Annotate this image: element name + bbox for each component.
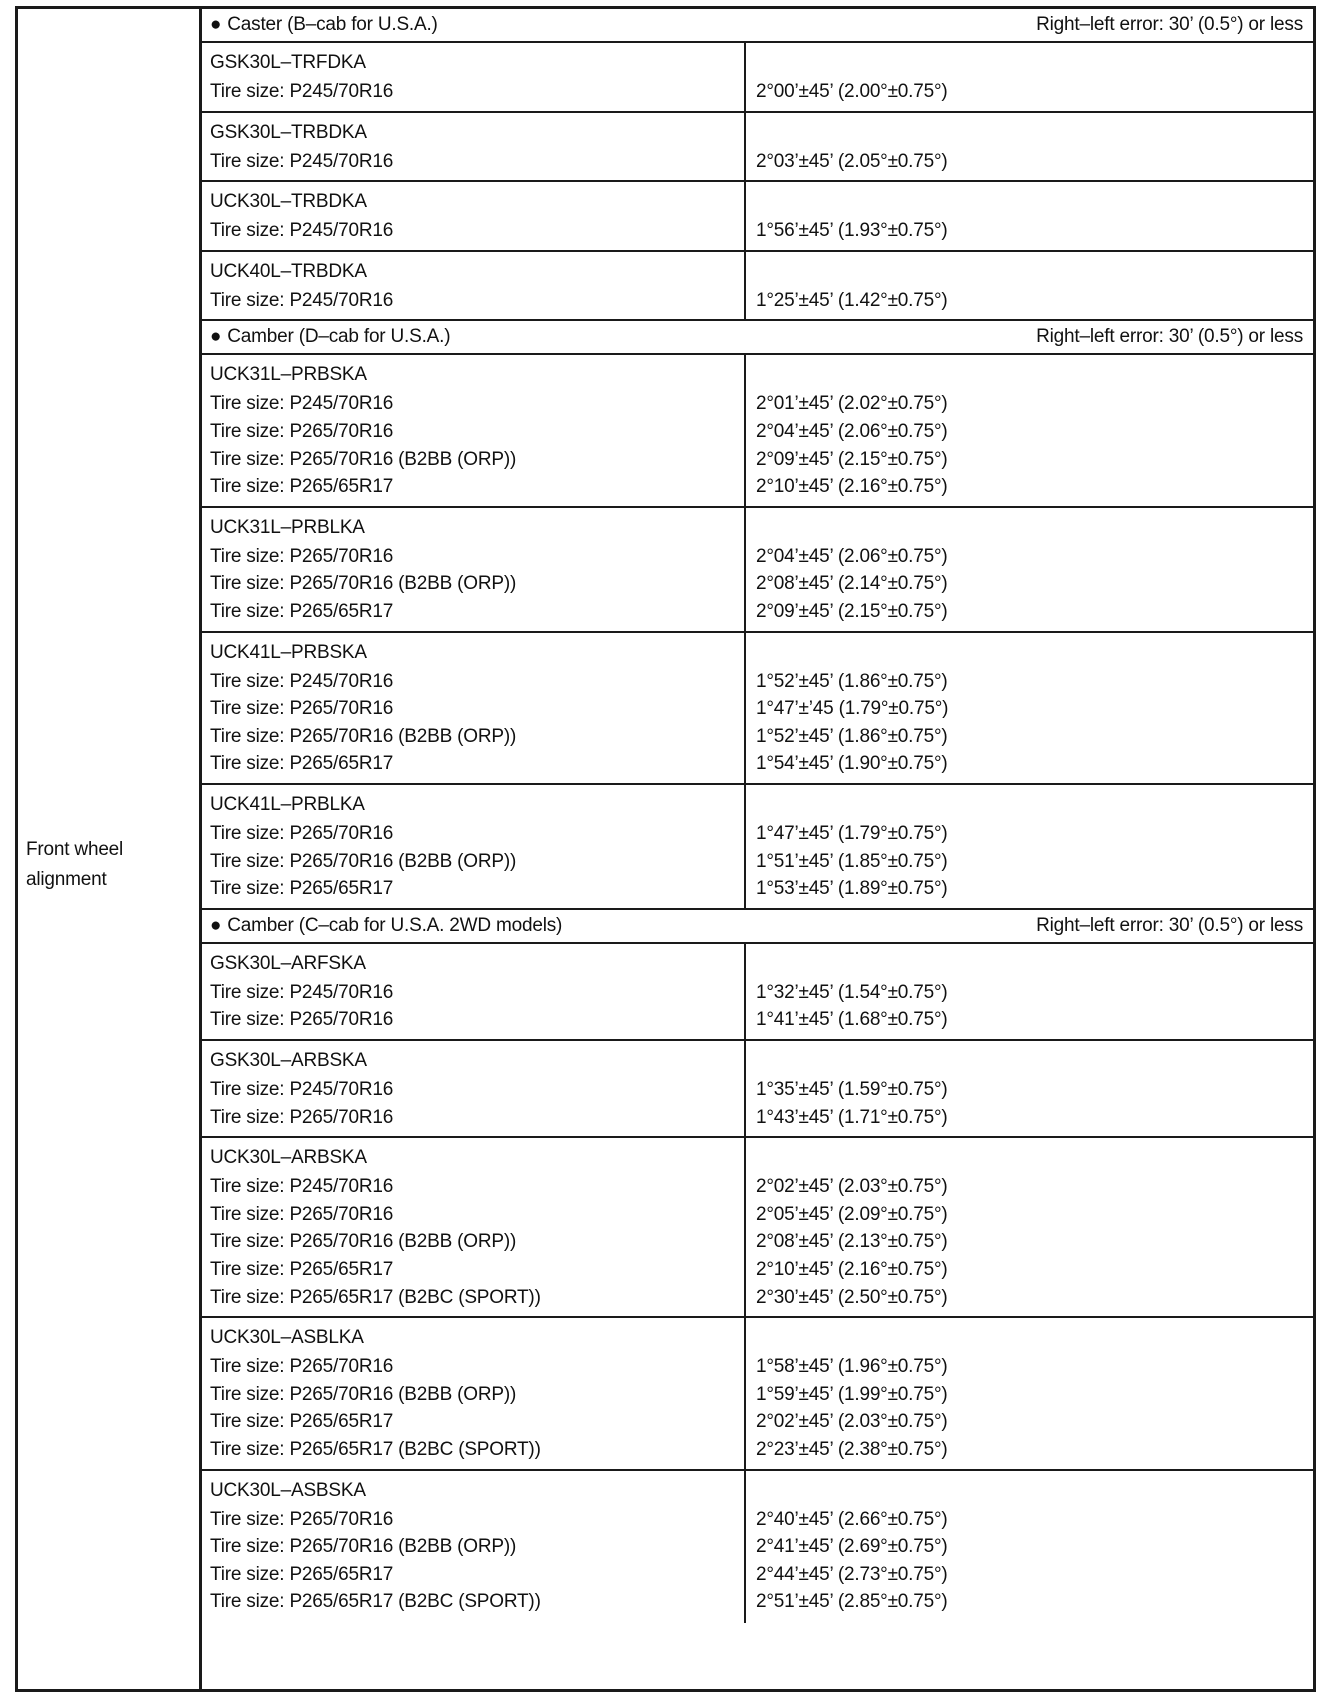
alignment-value: 1°35’±45’ (1.59°±0.75°)	[756, 1079, 948, 1100]
model-group-gsk30l-arbska	[202, 1041, 1313, 1138]
model-group-uck31l-prblka	[202, 508, 1313, 633]
table-row	[202, 1227, 1313, 1257]
alignment-value: 2°44’±45’ (2.73°±0.75°)	[756, 1563, 948, 1585]
section-tolerance: Right–left error: 30’ (0.5°) or less	[1036, 326, 1303, 348]
table-row	[202, 978, 1313, 1008]
tire-size: Tire size: P265/70R16	[210, 545, 394, 567]
tire-size: Tire size: P265/70R16	[210, 1106, 394, 1128]
table-row	[202, 1505, 1313, 1535]
alignment-value: 1°47’±45’ (1.79°±0.75°)	[756, 823, 948, 844]
alignment-value: 1°51’±45’ (1.85°±0.75°)	[756, 850, 948, 872]
tire-size: Tire size: P245/70R16	[210, 150, 394, 172]
table-row	[202, 1200, 1313, 1230]
section-title	[210, 14, 438, 36]
alignment-value: 2°10’±45’ (2.16°±0.75°)	[756, 1258, 948, 1280]
model-code: UCK31L–PRBLKA	[210, 516, 365, 538]
model-group-uck30l-asbska	[202, 1471, 1313, 1623]
tire-size: Tire size: P265/70R16 (B2BB (ORP))	[210, 1536, 517, 1558]
tire-size: Tire size: P245/70R16	[210, 393, 394, 415]
model-code: UCK30L–ARBSKA	[210, 1147, 367, 1169]
model-code: GSK30L–ARBSKA	[210, 1050, 367, 1071]
model-group-uck30l-arbska	[202, 1138, 1313, 1318]
alignment-value: 2°04’±45’ (2.06°±0.75°)	[756, 545, 948, 567]
table-row	[202, 1352, 1313, 1382]
alignment-value: 2°01’±45’ (2.02°±0.75°)	[756, 393, 948, 415]
table-row	[202, 1380, 1313, 1410]
tire-size: Tire size: P265/65R17 (B2BC (SPORT))	[210, 1438, 541, 1460]
alignment-value: 2°08’±45’ (2.14°±0.75°)	[756, 573, 948, 595]
table-row	[202, 694, 1313, 724]
alignment-value: 1°41’±45’ (1.68°±0.75°)	[756, 1009, 948, 1031]
table-row	[202, 1103, 1313, 1133]
alignment-value: 2°03’±45’ (2.05°±0.75°)	[756, 150, 948, 172]
table-row	[202, 722, 1313, 752]
tire-size: Tire size: P245/70R16	[210, 289, 394, 311]
alignment-value: 2°09’±45’ (2.15°±0.75°)	[756, 600, 948, 622]
table-row	[202, 1532, 1313, 1562]
alignment-value: 2°04’±45’ (2.06°±0.75°)	[756, 420, 948, 442]
tire-size: Tire size: P245/70R16	[210, 1079, 394, 1100]
model-code: UCK40L–TRBDKA	[210, 260, 367, 282]
alignment-value: 1°59’±45’ (1.99°±0.75°)	[756, 1383, 948, 1405]
alignment-value: 2°02’±45’ (2.03°±0.75°)	[756, 1411, 948, 1433]
model-group-uck30l-asblka	[202, 1318, 1313, 1470]
section-header-1	[202, 9, 1313, 43]
tire-size: Tire size: P265/70R16 (B2BB (ORP))	[210, 1383, 517, 1405]
table-row	[202, 1435, 1313, 1465]
model-code: GSK30L–TRFDKA	[210, 52, 366, 73]
model-group-uck30l-trbdka	[202, 182, 1313, 252]
tire-size: Tire size: P265/70R16 (B2BB (ORP))	[210, 725, 517, 747]
tire-size: Tire size: P265/70R16	[210, 1508, 394, 1530]
tire-size: Tire size: P245/70R16	[210, 81, 394, 102]
tire-size: Tire size: P265/65R17	[210, 1411, 394, 1433]
alignment-value: 2°09’±45’ (2.15°±0.75°)	[756, 448, 948, 470]
model-code: GSK30L–TRBDKA	[210, 121, 367, 143]
alignment-value: 1°52’±45’ (1.86°±0.75°)	[756, 670, 948, 692]
table-row	[202, 1075, 1313, 1105]
section-title	[210, 326, 450, 348]
tire-size: Tire size: P265/65R17	[210, 753, 394, 775]
tire-size: Tire size: P265/70R16 (B2BB (ORP))	[210, 448, 517, 470]
section-tolerance: Right–left error: 30’ (0.5°) or less	[1036, 914, 1303, 936]
tire-size: Tire size: P265/70R16 (B2BB (ORP))	[210, 1231, 517, 1253]
table-row	[202, 1407, 1313, 1437]
model-code: UCK31L–PRBSKA	[210, 364, 367, 386]
table-row	[202, 1283, 1313, 1313]
alignment-value: 2°00’±45’ (2.00°±0.75°)	[756, 81, 948, 102]
alignment-spec-table	[15, 6, 1316, 1692]
table-row	[202, 445, 1313, 475]
section-title-text: Caster (B–cab for U.S.A.)	[227, 14, 438, 35]
model-group-gsk30l-trfdka	[202, 43, 1313, 113]
section-header-2	[202, 321, 1313, 355]
alignment-value: 2°41’±45’ (2.69°±0.75°)	[756, 1536, 948, 1558]
alignment-value: 1°47’±’45 (1.79°±0.75°)	[756, 698, 949, 720]
alignment-value: 2°05’±45’ (2.09°±0.75°)	[756, 1203, 948, 1225]
table-row	[202, 819, 1313, 849]
tire-size: Tire size: P265/70R16	[210, 1009, 394, 1031]
table-row	[202, 1172, 1313, 1202]
alignment-value: 2°30’±45’ (2.50°±0.75°)	[756, 1286, 948, 1308]
alignment-value: 1°52’±45’ (1.86°±0.75°)	[756, 725, 948, 747]
tire-size: Tire size: P245/70R16	[210, 220, 394, 242]
tire-size: Tire size: P265/65R17	[210, 600, 394, 622]
model-group-uck41l-prblka	[202, 785, 1313, 910]
alignment-value: 1°53’±45’ (1.89°±0.75°)	[756, 878, 948, 900]
alignment-value: 1°25’±45’ (1.42°±0.75°)	[756, 289, 948, 311]
tire-size: Tire size: P265/65R17 (B2BC (SPORT))	[210, 1286, 541, 1308]
alignment-value: 1°43’±45’ (1.71°±0.75°)	[756, 1106, 948, 1128]
tire-size: Tire size: P265/70R16	[210, 1356, 394, 1378]
tire-size: Tire size: P245/70R16	[210, 670, 394, 692]
alignment-value: 1°56’±45’ (1.93°±0.75°)	[756, 220, 948, 242]
alignment-value: 2°40’±45’ (2.66°±0.75°)	[756, 1508, 948, 1530]
alignment-value: 2°51’±45’ (2.85°±0.75°)	[756, 1591, 948, 1613]
table-row	[202, 77, 1313, 107]
tire-size: Tire size: P265/70R16 (B2BB (ORP))	[210, 850, 517, 872]
bullet-icon: ●	[210, 14, 222, 35]
alignment-value: 2°08’±45’ (2.13°±0.75°)	[756, 1231, 948, 1253]
model-code: GSK30L–ARFSKA	[210, 952, 366, 974]
tire-size: Tire size: P265/70R16	[210, 698, 394, 720]
alignment-value: 2°02’±45’ (2.03°±0.75°)	[756, 1176, 948, 1198]
row-label-line: Front wheel alignment	[26, 839, 124, 890]
model-code: UCK41L–PRBLKA	[210, 794, 365, 815]
section-title	[210, 915, 562, 937]
table-row	[202, 1255, 1313, 1285]
tire-size: Tire size: P265/65R17	[210, 1563, 394, 1585]
table-row	[202, 847, 1313, 877]
model-code: UCK30L–ASBSKA	[210, 1479, 366, 1501]
table-row	[202, 216, 1313, 246]
model-group-uck41l-prbska	[202, 633, 1313, 785]
section-header-3	[202, 910, 1313, 944]
tire-size: Tire size: P265/70R16	[210, 1203, 394, 1225]
model-code: UCK30L–TRBDKA	[210, 191, 367, 213]
table-row	[202, 472, 1313, 502]
alignment-value: 2°23’±45’ (2.38°±0.75°)	[756, 1438, 948, 1460]
alignment-value: 1°54’±45’ (1.90°±0.75°)	[756, 753, 948, 775]
tire-size: Tire size: P265/65R17	[210, 476, 394, 498]
model-code: UCK30L–ASBLKA	[210, 1327, 364, 1349]
table-row	[202, 417, 1313, 447]
section-tolerance: Right–left error: 30’ (0.5°) or less	[1036, 14, 1303, 35]
row-label-front-wheel-alignment	[26, 835, 146, 895]
table-row	[202, 1005, 1313, 1035]
tire-size: Tire size: P245/70R16	[210, 1176, 394, 1198]
bullet-icon: ●	[210, 914, 222, 936]
table-row	[202, 749, 1313, 779]
model-group-uck40l-trbdka	[202, 252, 1313, 322]
spec-content-column	[202, 9, 1313, 1689]
bullet-icon: ●	[210, 326, 222, 348]
table-row	[202, 667, 1313, 697]
table-row	[202, 147, 1313, 177]
table-row	[202, 1587, 1313, 1617]
model-code: UCK41L–PRBSKA	[210, 641, 367, 663]
tire-size: Tire size: P265/65R17	[210, 1258, 394, 1280]
alignment-value: 2°10’±45’ (2.16°±0.75°)	[756, 476, 948, 498]
alignment-value: 1°58’±45’ (1.96°±0.75°)	[756, 1356, 948, 1378]
section-title-text: Camber (D–cab for U.S.A.)	[227, 326, 451, 348]
table-row	[202, 874, 1313, 904]
tire-size: Tire size: P265/70R16 (B2BB (ORP))	[210, 573, 517, 595]
tire-size: Tire size: P245/70R16	[210, 981, 394, 1003]
alignment-value: 1°32’±45’ (1.54°±0.75°)	[756, 981, 948, 1003]
tire-size: Tire size: P265/70R16	[210, 823, 394, 844]
table-row	[202, 389, 1313, 419]
model-group-uck31l-prbska	[202, 355, 1313, 507]
section-title-text: Camber (C–cab for U.S.A. 2WD models)	[227, 914, 563, 936]
table-row	[202, 569, 1313, 599]
table-row	[202, 542, 1313, 572]
tire-size: Tire size: P265/70R16	[210, 420, 394, 442]
model-group-gsk30l-trbdka	[202, 113, 1313, 183]
model-group-gsk30l-arfska	[202, 944, 1313, 1041]
table-row	[202, 1560, 1313, 1590]
table-row	[202, 286, 1313, 316]
table-row	[202, 597, 1313, 627]
row-label-column	[18, 9, 202, 1689]
row-label-text	[26, 839, 146, 890]
tire-size: Tire size: P265/65R17 (B2BC (SPORT))	[210, 1591, 541, 1613]
tire-size: Tire size: P265/65R17	[210, 878, 394, 900]
